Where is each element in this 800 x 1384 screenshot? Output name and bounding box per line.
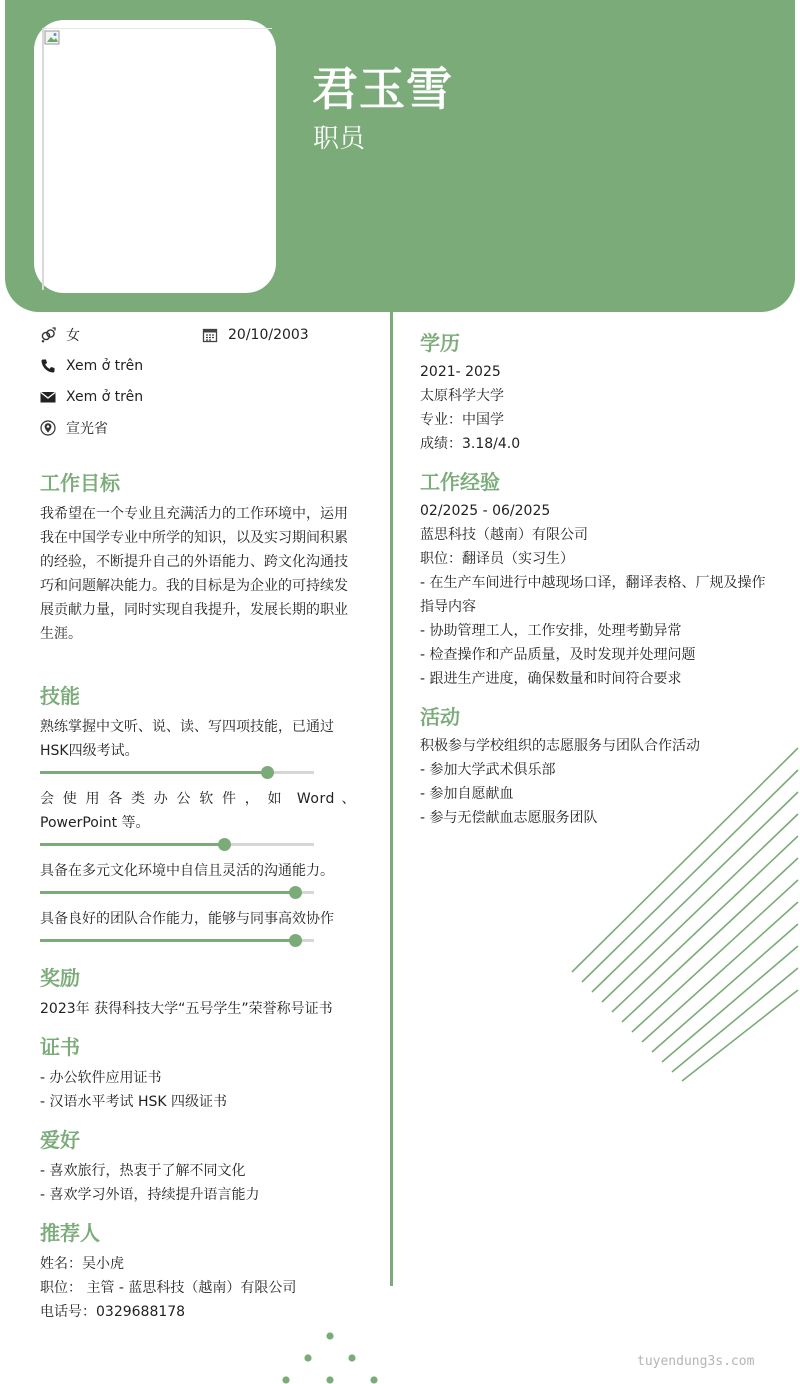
education-line: 专业：中国学 <box>420 412 504 428</box>
phone-row <box>40 356 143 376</box>
objective-line: 的经验，不断提升自己的外语能力、跨文化沟通技 <box>40 554 348 570</box>
skill-bar-fill <box>40 843 224 846</box>
objective-text <box>40 502 370 646</box>
activity-line: - 参加大学武术俱乐部 <box>420 762 556 778</box>
objective-line: 我在中国学专业中所学的知识，以及实习期间积累 <box>40 530 348 546</box>
certificate-item: - 汉语水平考试 HSK 四级证书 <box>40 1094 227 1110</box>
skill-bar-handle <box>218 838 231 851</box>
activity-line: 积极参与学校组织的志愿服务与团队合作活动 <box>420 738 700 754</box>
activity-line: - 参与无偿献血志愿服务团队 <box>420 810 598 826</box>
hobbies-title: 爱好 <box>40 1128 80 1152</box>
experience-title: 工作经验 <box>420 470 500 494</box>
skill-bar-fill <box>40 771 267 774</box>
skill-bar-handle <box>289 886 302 899</box>
candidate-position: 职员 <box>313 124 366 154</box>
awards-title: 奖励 <box>40 966 80 990</box>
experience-line: 职位：翻译员（实习生） <box>420 551 574 567</box>
education-title: 学历 <box>420 331 460 355</box>
education-line: 太原科学大学 <box>420 388 504 404</box>
objective-title: 工作目标 <box>40 471 120 495</box>
experience-line: 指导内容 <box>420 599 476 615</box>
skill-text-part: PowerPoint 等。 <box>40 815 150 831</box>
experience-line: - 在生产车间进行中越现场口译，翻译表格、厂规及操作 <box>420 575 766 591</box>
candidate-name: 君玉雪 <box>312 62 453 116</box>
skill-bar-fill <box>40 891 295 894</box>
gender-value: 女 <box>66 328 80 344</box>
calendar-icon <box>202 327 218 343</box>
experience-line: - 协助管理工人，工作安排，处理考勤异常 <box>420 623 682 639</box>
email-icon <box>40 389 56 405</box>
hobby-item: - 喜欢学习外语，持续提升语言能力 <box>40 1187 260 1203</box>
education-line: 2021- 2025 <box>420 364 501 380</box>
reference-line: 电话号：0329688178 <box>40 1304 186 1320</box>
experience-line: - 跟进生产进度，确保数量和时间符合要求 <box>420 671 682 687</box>
phone-value: Xem ở trên <box>66 358 144 374</box>
decorative-diagonal-lines <box>560 740 800 1090</box>
education-line: 成绩：3.18/4.0 <box>420 436 521 452</box>
experience-line: - 检查操作和产品质量，及时发现并处理问题 <box>420 647 696 663</box>
location-icon <box>40 420 56 436</box>
skill-text <box>40 787 356 811</box>
skill-text: 熟练掌握中文听、说、读、写四项技能，已通过HSK四级考试。 <box>40 719 334 759</box>
objective-line: 展贡献力量，同时实现自我提升，发展长期的职业 <box>40 602 348 618</box>
broken-image-icon <box>44 30 62 46</box>
award-item: 2023年 获得科技大学“五号学生”荣誉称号证书 <box>40 1001 333 1017</box>
hobby-item: - 喜欢旅行，热衷于了解不同文化 <box>40 1163 246 1179</box>
objective-line: 我希望在一个专业且充满活力的工作环境中，运用 <box>40 506 348 522</box>
objective-line: 生涯。 <box>40 626 82 642</box>
phone-icon <box>40 358 56 374</box>
skill-bar-handle <box>261 766 274 779</box>
birthday-row <box>202 325 309 345</box>
avatar <box>42 28 272 290</box>
column-divider <box>390 312 393 1286</box>
skill-bar-handle <box>289 934 302 947</box>
skill-bar <box>40 843 314 846</box>
reference-line: 职位： 主管 - 蓝思科技（越南）有限公司 <box>40 1280 297 1296</box>
gender-icon <box>40 327 56 343</box>
activities-title: 活动 <box>420 705 460 729</box>
decorative-dots <box>278 1328 388 1384</box>
objective-line: 巧和问题解决能力。我的目标是为企业的可持续发 <box>40 578 348 594</box>
skill-text-cont <box>40 811 356 835</box>
certificates-title: 证书 <box>40 1035 80 1059</box>
references-title: 推荐人 <box>40 1221 100 1245</box>
experience-line: 02/2025 - 06/2025 <box>420 503 551 519</box>
address-row <box>40 418 108 438</box>
skill-text: 具备良好的团队合作能力，能够与同事高效协作 <box>40 911 334 927</box>
activity-line: - 参加自愿献血 <box>420 786 514 802</box>
skill-bar-fill <box>40 939 295 942</box>
skills-title: 技能 <box>40 684 80 708</box>
reference-line: 姓名：吴小虎 <box>40 1256 124 1272</box>
watermark: tuyendung3s.com <box>637 1354 755 1369</box>
skill-bar <box>40 939 314 942</box>
certificate-item: - 办公软件应用证书 <box>40 1070 162 1086</box>
skill-text: 具备在多元文化环境中自信且灵活的沟通能力。 <box>40 863 334 879</box>
address-value: 宣光省 <box>66 421 108 437</box>
email-row <box>40 387 143 407</box>
skill-bar <box>40 891 314 894</box>
experience-line: 蓝思科技（越南）有限公司 <box>420 527 588 543</box>
birthday-value: 20/10/2003 <box>228 327 309 343</box>
gender-row <box>40 325 80 345</box>
skill-text-part: 会 使 用 各 类 办 公 软 件 ， 如 Word 、 <box>40 791 356 807</box>
email-value: Xem ở trên <box>66 389 144 405</box>
skill-bar <box>40 771 314 774</box>
